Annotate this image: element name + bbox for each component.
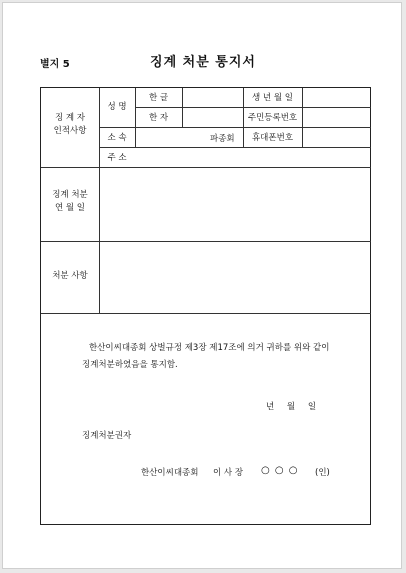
grid-line: [99, 147, 371, 148]
disciplinary-authority-label: 징계처분권자: [82, 431, 132, 441]
grid-line: [41, 241, 371, 242]
address-label: 주 소: [107, 153, 127, 163]
grid-line: [41, 167, 371, 168]
document-page: [2, 2, 402, 569]
disciplinary-date-label: 징계 처분 연 월 일: [52, 190, 88, 214]
notice-form-table: [40, 87, 371, 525]
notice-text-line-1: 한산이씨대종회 상벌규정 제3장 제17조에 의거 귀하를 위와 같이: [89, 343, 330, 353]
korean-name-label: 한 글: [148, 93, 169, 103]
document-title: 징계 처분 통지서: [150, 55, 256, 70]
branch-clan-label: 파종회: [210, 134, 235, 144]
form-number: 별지 5: [40, 59, 70, 70]
affiliation-label: 소 속: [107, 133, 127, 143]
signer-name: ○ ○ ○: [261, 465, 299, 476]
phone-number-label: 휴대폰번호: [251, 133, 294, 143]
grid-line: [41, 313, 371, 314]
personal-info-label: 징 계 자 인적사항: [53, 113, 87, 137]
notice-text-line-2: 징계처분하였음을 통지함.: [82, 360, 178, 370]
signer-position: 이 사 장: [213, 468, 244, 478]
organization-name: 한산이씨대종회: [141, 468, 199, 478]
seal-mark: (인): [315, 468, 330, 478]
grid-line: [302, 88, 303, 147]
hanja-name-label: 한 자: [148, 113, 169, 123]
birth-date-label: 생 년 월 일: [252, 93, 293, 103]
resident-number-label: 주민등록번호: [247, 113, 298, 123]
date-placeholder: 년 월 일: [266, 402, 317, 412]
grid-line: [182, 88, 183, 127]
grid-line: [99, 88, 100, 313]
disposition-matter-label: 처분 사항: [52, 271, 88, 281]
grid-line: [135, 107, 371, 108]
name-label: 성 명: [107, 102, 127, 112]
grid-line: [99, 127, 371, 128]
